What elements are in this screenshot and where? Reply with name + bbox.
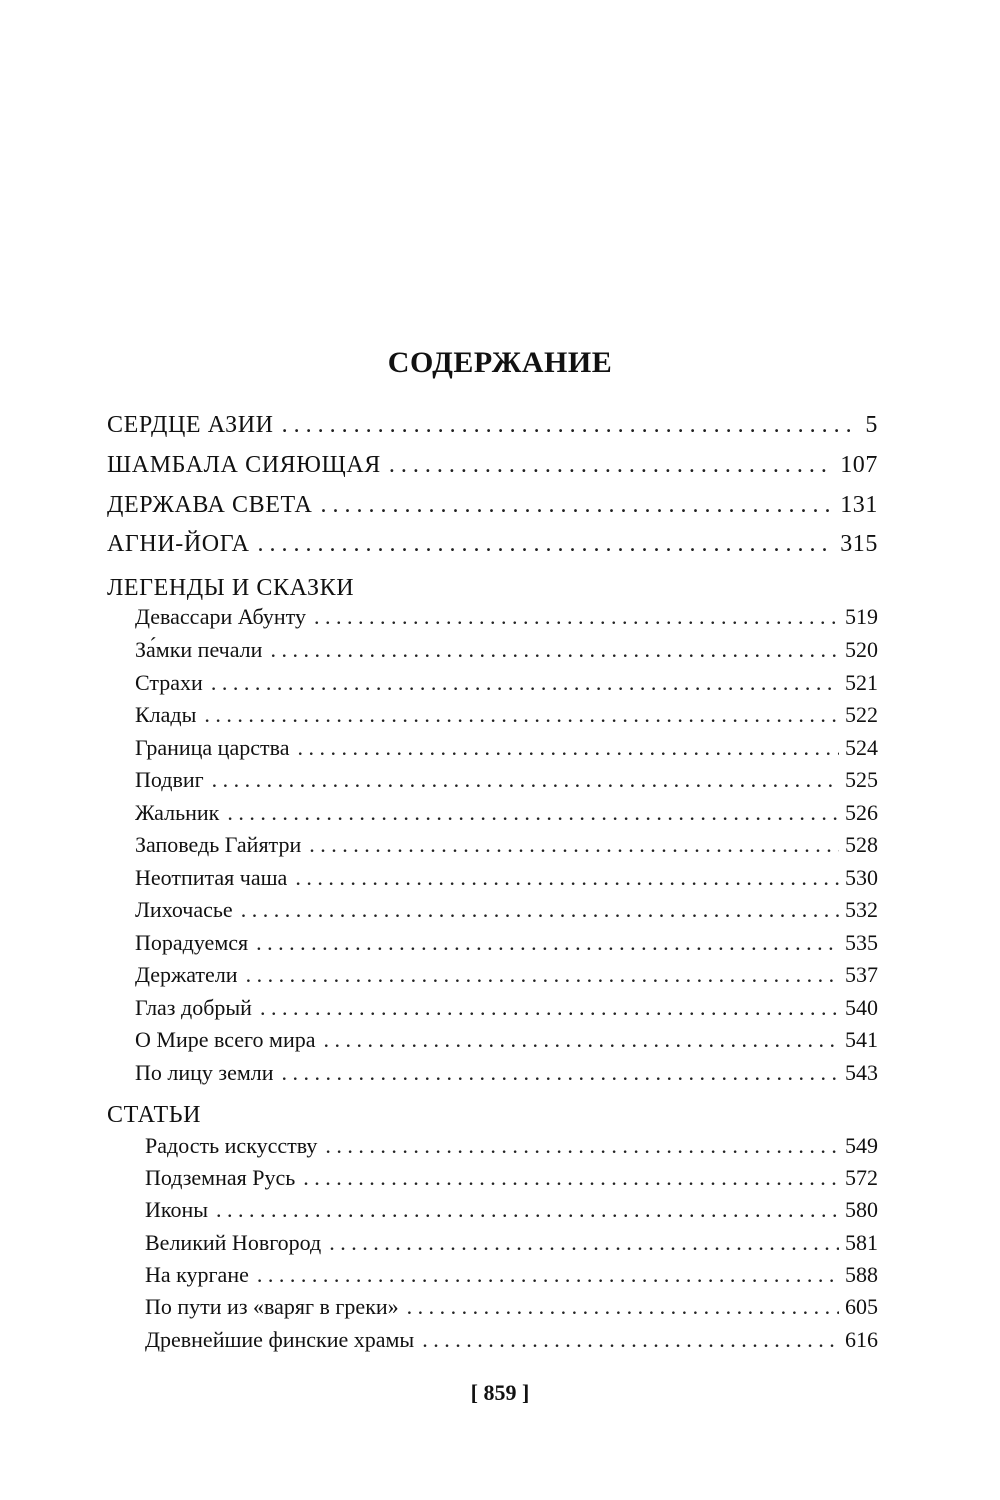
toc-entry[interactable] (107, 492, 878, 526)
dot-leader (216, 1197, 839, 1223)
toc-entry-title: СЕРДЦЕ АЗИИ (107, 412, 274, 438)
dot-leader (260, 995, 839, 1021)
toc-entry-page: 588 (845, 1262, 878, 1287)
toc-subentry[interactable] (145, 1197, 878, 1231)
toc-entry-page: 528 (845, 832, 878, 857)
toc-entry-title: Держатели (135, 962, 238, 987)
page-title: СОДЕРЖАНИЕ (387, 346, 613, 379)
toc-subentry[interactable] (135, 865, 878, 899)
toc-entry-title: Подвиг (135, 767, 204, 792)
toc-entry-page: 315 (840, 531, 878, 557)
dot-leader (422, 1327, 839, 1353)
toc-entry-page: 605 (845, 1294, 878, 1319)
dot-leader (256, 930, 839, 956)
toc-entry[interactable] (107, 412, 878, 446)
dot-leader (257, 1262, 839, 1288)
dot-leader (297, 735, 839, 761)
toc-subentry[interactable] (135, 637, 878, 671)
dot-leader (212, 767, 839, 793)
toc-entry-title: На кургане (145, 1262, 249, 1287)
toc-entry-page: 522 (845, 702, 878, 727)
toc-subentry[interactable] (145, 1165, 878, 1199)
toc-subentry[interactable] (135, 897, 878, 931)
dot-leader (329, 1230, 839, 1256)
dot-leader (270, 637, 839, 663)
toc-section-heading: СТАТЬИ (107, 1102, 202, 1128)
dot-leader (295, 865, 839, 891)
toc-subentry[interactable] (135, 702, 878, 736)
toc-entry-title: Порадуемся (135, 930, 249, 955)
toc-subentry[interactable] (145, 1262, 878, 1296)
toc-subentry[interactable] (135, 800, 878, 834)
toc-subentry[interactable] (135, 832, 878, 866)
toc-subentry[interactable] (145, 1327, 878, 1361)
toc-entry-title: Страхи (135, 670, 203, 695)
dot-leader (204, 702, 839, 728)
toc-subentry[interactable] (135, 767, 878, 801)
toc-entry-title: Жальник (135, 800, 220, 825)
toc-entry[interactable] (107, 531, 878, 565)
toc-entry-page: 537 (845, 962, 878, 987)
toc-entry-title: Заповедь Гайятри (135, 832, 302, 857)
toc-entry-page: 535 (845, 930, 878, 955)
toc-section-heading: ЛЕГЕНДЫ И СКАЗКИ (107, 575, 355, 601)
toc-entry-title: Клады (135, 702, 197, 727)
dot-leader (320, 492, 834, 519)
dot-leader (241, 897, 839, 923)
dot-leader (323, 1027, 839, 1053)
toc-entry-page: 532 (845, 897, 878, 922)
toc-entry-page: 525 (845, 767, 878, 792)
toc-entry-page: 521 (845, 670, 878, 695)
toc-subentry[interactable] (135, 930, 878, 964)
toc-entry-title: Великий Новгород (145, 1230, 322, 1255)
dot-leader (389, 452, 834, 479)
toc-entry-title: По лицу земли (135, 1060, 274, 1085)
dot-leader (407, 1294, 839, 1320)
toc-entry-title: Глаз добрый (135, 995, 252, 1020)
toc-entry-page: 581 (845, 1230, 878, 1255)
dot-leader (309, 832, 839, 858)
dot-leader (303, 1165, 839, 1191)
toc-entry-page: 580 (845, 1197, 878, 1222)
toc-subentry[interactable] (135, 1060, 878, 1094)
toc-entry-page: 107 (840, 452, 878, 478)
toc-entry-page: 541 (845, 1027, 878, 1052)
toc-entry[interactable] (107, 452, 878, 486)
toc-entry-title: ДЕРЖАВА СВЕТА (107, 492, 313, 518)
toc-entry-page: 530 (845, 865, 878, 890)
toc-entry-page: 131 (840, 492, 878, 518)
toc-subentry[interactable] (135, 670, 878, 704)
toc-entry-title: По пути из «варяг в греки» (145, 1294, 399, 1319)
toc-entry-title: Радость искусству (145, 1133, 318, 1158)
dot-leader (314, 604, 839, 630)
toc-entry-title: Иконы (145, 1197, 209, 1222)
dot-leader (258, 531, 835, 558)
dot-leader (282, 1060, 839, 1086)
toc-entry-title: Неотпитая чаша (135, 865, 288, 890)
toc-entry-page: 572 (845, 1165, 878, 1190)
dot-leader (211, 670, 839, 696)
toc-subentry[interactable] (135, 1027, 878, 1061)
toc-subentry[interactable] (135, 735, 878, 769)
dot-leader (246, 962, 839, 988)
toc-subentry[interactable] (135, 962, 878, 996)
toc-entry-title: Лихочасье (135, 897, 233, 922)
toc-entry-page: 540 (845, 995, 878, 1020)
toc-entry-title: За́мки печали (135, 637, 263, 662)
toc-entry-title: ШАМБАЛА СИЯЮЩАЯ (107, 452, 381, 478)
toc-subentry[interactable] (135, 604, 878, 638)
toc-entry-page: 526 (845, 800, 878, 825)
toc-entry-page: 520 (845, 637, 878, 662)
toc-subentry[interactable] (145, 1133, 878, 1167)
dot-leader (227, 800, 839, 826)
toc-entry-title: АГНИ-ЙОГА (107, 531, 250, 557)
toc-entry-title: О Мире всего мира (135, 1027, 316, 1052)
dot-leader (282, 412, 860, 439)
toc-entry-page: 549 (845, 1133, 878, 1158)
dot-leader (325, 1133, 839, 1159)
toc-entry-page: 519 (845, 604, 878, 629)
toc-entry-title: Девассари Абунту (135, 604, 306, 629)
toc-subentry[interactable] (135, 995, 878, 1029)
page-number: [ 859 ] (470, 1380, 530, 1405)
toc-entry-title: Граница царства (135, 735, 290, 760)
toc-entry-page: 5 (865, 412, 878, 438)
toc-entry-title: Древнейшие финские храмы (145, 1327, 415, 1352)
toc-entry-page: 543 (845, 1060, 878, 1085)
toc-entry-page: 524 (845, 735, 878, 760)
toc-subentry[interactable] (145, 1230, 878, 1264)
toc-entry-page: 616 (845, 1327, 878, 1352)
toc-entry-title: Подземная Русь (145, 1165, 296, 1190)
toc-subentry[interactable] (145, 1294, 878, 1328)
